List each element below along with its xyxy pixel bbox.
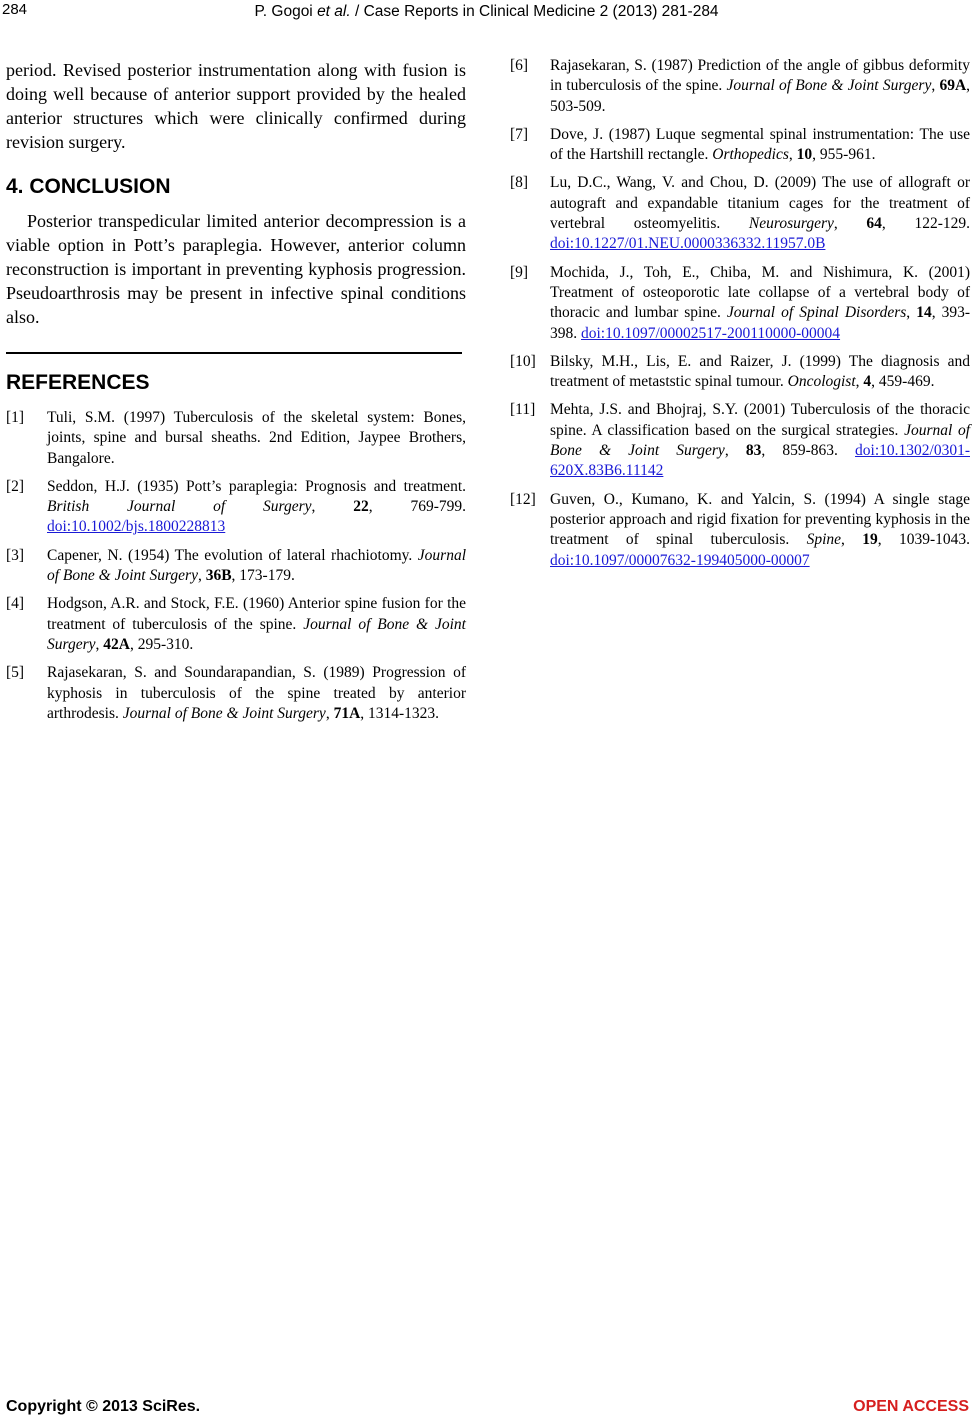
reference-journal: Journal of Bone & Joint Surgery xyxy=(726,77,932,95)
reference-volume: 83 xyxy=(745,442,762,460)
running-head xyxy=(0,3,973,21)
reference-volume: 19 xyxy=(862,531,878,549)
reference-item xyxy=(510,173,970,254)
reference-number: [6] xyxy=(510,57,529,74)
right-column xyxy=(510,56,970,579)
reference-separator: , xyxy=(311,498,354,516)
section-divider xyxy=(6,352,462,354)
reference-separator: , xyxy=(841,531,863,549)
reference-volume: 22 xyxy=(353,498,369,516)
reference-item xyxy=(510,125,970,166)
reference-volume: 10 xyxy=(796,146,813,164)
reference-separator: , xyxy=(855,373,864,391)
running-head-etal: et al. xyxy=(317,3,351,20)
reference-doi-link[interactable]: doi:10.1097/00007632-199405000-00007 xyxy=(550,551,810,569)
references-list-left xyxy=(6,408,466,724)
reference-number: [7] xyxy=(510,125,529,143)
reference-item xyxy=(510,400,970,481)
reference-number: [12] xyxy=(510,490,536,508)
reference-citation: Rajasekaran, S. (1987) Prediction of the angle of gibbus deformity in tuberculosis of the spine. xyxy=(550,57,970,95)
reference-journal: Journal of Bone & Joint Surgery xyxy=(47,615,466,653)
page-number: 284 xyxy=(2,1,28,18)
reference-volume: 42A xyxy=(103,635,130,653)
reference-number: [9] xyxy=(510,263,529,281)
reference-separator: , xyxy=(197,567,206,585)
reference-separator: , xyxy=(95,635,104,653)
reference-volume: 14 xyxy=(916,304,932,322)
reference-separator: , xyxy=(833,215,867,233)
reference-item xyxy=(6,663,466,724)
reference-citation: Hodgson, A.R. and Stock, F.E. (1960) Anterior spine fusion for the treatment of tuberculosis of the spine. xyxy=(47,595,466,633)
reference-pages: , 503-509. xyxy=(550,77,971,115)
reference-journal: British Journal of Surgery xyxy=(47,498,312,516)
reference-item xyxy=(510,263,970,344)
reference-item xyxy=(6,546,466,587)
left-column xyxy=(6,58,466,732)
reference-citation: Dove, J. (1987) Luque segmental spinal instrumentation: The use of the Hartshill rectangle. xyxy=(550,125,970,164)
reference-citation: Guven, O., Kumano, K. and Yalcin, S. (1994) A single stage posterior approach and rigid fixation for preventing kyphosis in the treatment of spinal tuberculosis. xyxy=(550,490,970,549)
reference-pages: , 955-961. xyxy=(812,146,876,164)
copyright-notice: Copyright © 2013 SciRes. xyxy=(6,1398,201,1415)
references-heading: REFERENCES xyxy=(6,371,150,394)
reference-doi-link[interactable]: doi:10.1097/00002517-200110000-00004 xyxy=(581,324,841,342)
reference-citation: Seddon, H.J. (1935) Pott’s paraplegia: Prognosis and treatment. xyxy=(47,477,466,495)
reference-journal: Oncologist xyxy=(787,373,856,391)
conclusion-paragraph: Posterior transpedicular limited anterior decompression is a viable option in Pott’s paraplegia. However, anterior column reconstruction is important in preventing kyphosis progression. Pseudoarthrosis may be present in infective spinal conditions also. xyxy=(6,211,466,327)
continued-paragraph: period. Revised posterior instrumentation along with fusion is doing well because of anterior support provided by the healed anterior structures which were clinically confirmed during revision surgery. xyxy=(6,60,466,152)
reference-item xyxy=(510,490,970,571)
reference-journal: Journal of Bone & Joint Surgery xyxy=(550,421,970,460)
reference-item xyxy=(510,352,970,393)
reference-item xyxy=(6,477,466,538)
reference-item xyxy=(6,408,466,469)
reference-pages: , 295-310. xyxy=(129,635,194,653)
reference-citation: Mochida, J., Toh, E., Chiba, M. and Nishimura, K. (2001) Treatment of osteoporotic late collapse of a vertebral body of thoracic and lumbar spine. xyxy=(550,263,970,322)
reference-number: [10] xyxy=(510,352,536,370)
reference-doi-link[interactable]: doi:10.1227/01.NEU.0000336332.11957.0B xyxy=(550,235,826,253)
reference-citation: Tuli, S.M. (1997) Tuberculosis of the skeletal system: Bones, joints, spine and bursal sheaths. 2nd Edition, Jaypee Brothers, Bangalore. xyxy=(47,409,466,467)
reference-doi-link[interactable]: doi:10.1002/bjs.1800228813 xyxy=(47,518,226,536)
reference-volume: 36B xyxy=(205,567,232,585)
reference-citation: Lu, D.C., Wang, V. and Chou, D. (2009) The use of allograft or autograft and expandable titanium cages for the treatment of vertebral osteomyelitis. xyxy=(550,174,970,233)
open-access-label: OPEN ACCESS xyxy=(853,1398,969,1415)
running-head-author: P. Gogoi xyxy=(254,3,318,20)
reference-journal: Spine xyxy=(806,531,842,549)
reference-journal: Neurosurgery xyxy=(748,215,834,233)
reference-citation: Bilsky, M.H., Lis, E. and Raizer, J. (1999) The diagnosis and treatment of metaststic spinal tumour. xyxy=(550,352,970,391)
conclusion-heading: 4. CONCLUSION xyxy=(6,175,171,198)
reference-separator: , xyxy=(931,77,940,95)
reference-volume: 64 xyxy=(866,215,882,233)
reference-pages: , 393-398. xyxy=(550,304,970,342)
reference-number: [8] xyxy=(510,174,529,192)
reference-number: [5] xyxy=(6,664,25,682)
reference-pages: , 769-799. xyxy=(368,498,466,516)
reference-number: [11] xyxy=(510,401,536,419)
reference-item xyxy=(510,56,970,117)
running-head-journal: / Case Reports in Clinical Medicine 2 (2013) 281-284 xyxy=(350,3,719,20)
reference-item xyxy=(6,594,466,655)
reference-separator: , xyxy=(325,704,334,722)
reference-journal: Journal of Bone & Joint Surgery xyxy=(122,704,326,722)
reference-journal: Journal of Bone & Joint Surgery xyxy=(47,546,466,585)
reference-number: [4] xyxy=(6,595,25,613)
reference-separator: , xyxy=(906,304,917,322)
reference-number: [2] xyxy=(6,477,25,495)
reference-volume: 4 xyxy=(863,373,872,391)
reference-pages: , 1314-1323. xyxy=(360,704,440,722)
references-list-right xyxy=(510,56,970,571)
reference-citation: Mehta, J.S. and Bhojraj, S.Y. (2001) Tuberculosis of the thoracic spine. A classification based on the surgical strategies. xyxy=(550,401,970,439)
reference-doi-link[interactable]: doi:10.1302/0301-620X.83B6.11142 xyxy=(550,442,970,480)
reference-pages: , 1039-1043. xyxy=(877,531,970,549)
reference-volume: 69A xyxy=(939,77,967,95)
reference-volume: 71A xyxy=(333,704,361,722)
reference-pages: , 122-129. xyxy=(881,215,970,233)
reference-journal: Journal of Spinal Disorders xyxy=(726,304,907,322)
reference-number: [3] xyxy=(6,546,25,564)
reference-separator: , xyxy=(724,442,746,460)
reference-citation: Rajasekaran, S. and Soundarapandian, S. (1989) Progression of kyphosis in tuberculosis of the spine treated by anterior arthrodesis. xyxy=(47,664,466,722)
reference-pages: , 859-863. xyxy=(761,442,856,460)
reference-pages: , 459-469. xyxy=(871,373,935,391)
reference-separator: , xyxy=(788,146,797,164)
reference-citation: Capener, N. (1954) The evolution of lateral rhachiotomy. xyxy=(47,546,418,564)
reference-journal: Orthopedics xyxy=(712,146,789,164)
reference-pages: , 173-179. xyxy=(231,567,295,585)
reference-number: [1] xyxy=(6,409,25,426)
